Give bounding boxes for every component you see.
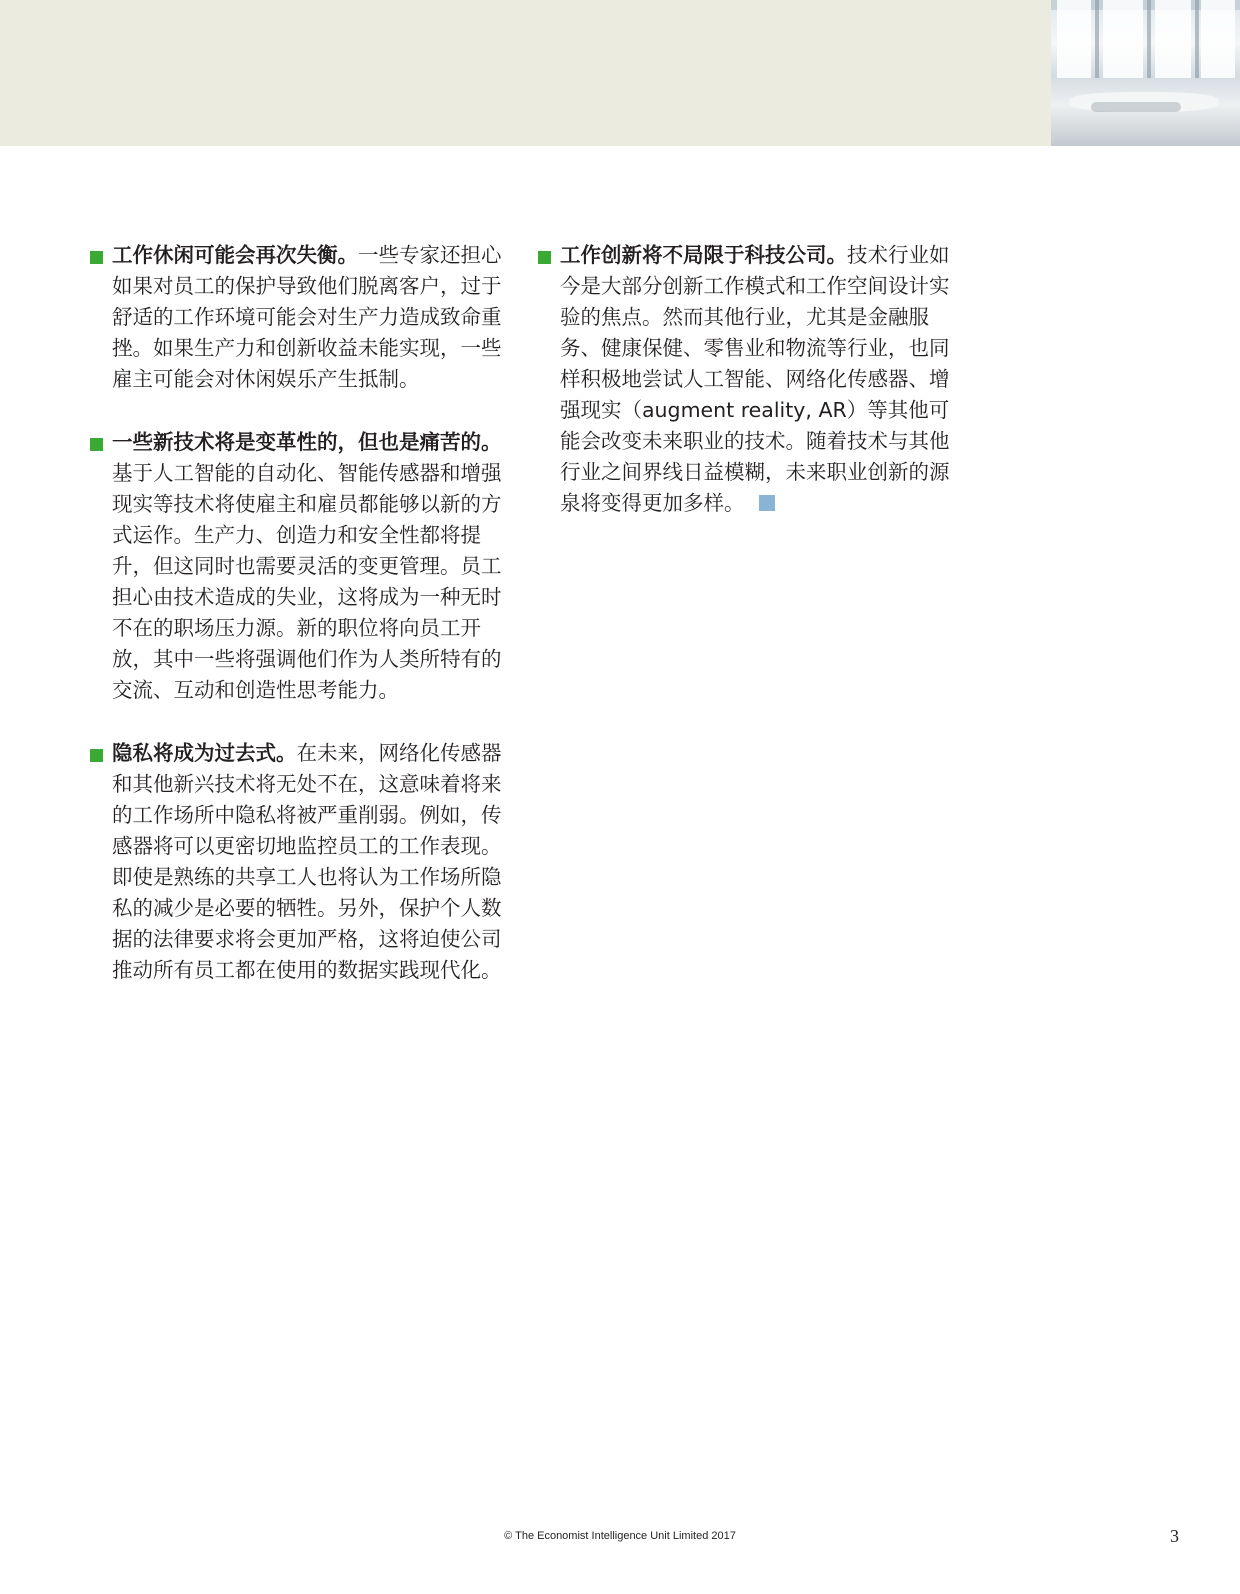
paragraph [112,240,510,395]
paragraph-text: 基于人工智能的自动化、智能传感器和增强现实等技术将使雇主和雇员都能够以新的方式运作。生产力、创造力和安全性都将提升，但这同时也需要灵活的变更管理。员工担心由技术造成的失业，这将成为一种无时不在的职场压力源。新的职位将向员工开放，其中一些将强调他们作为人类所特有的交流、互动和创造性思考能力。 [112,461,502,702]
paragraph [560,240,958,519]
bullet-square [90,749,103,762]
paragraph-text: 技术行业如今是大部分创新工作模式和工作空间设计实验的焦点。然而其他行业，尤其是金融服务、健康保健、零售业和物流等行业，也同样积极地尝试人工智能、网络化传感器、增强现实（augment reality, AR）等其他可能会改变未来职业的技术。随着技术与其他行业之间界线日益模糊，未来职业创新的源泉将变得更加多样。 [560,243,950,515]
paragraph-lead: 工作休闲可能会再次失衡。 [112,243,358,267]
header-band [0,0,1051,146]
bullet-square [90,438,103,451]
paragraph-lead: 工作创新将不局限于科技公司。 [560,243,847,267]
office-photo [1051,0,1240,146]
bullet-square [538,251,551,264]
footer-copyright: © The Economist Intelligence Unit Limited 2017 [504,1530,736,1542]
paragraph [112,427,510,706]
list-item [90,738,510,986]
end-of-article-mark [759,495,775,511]
paragraph-lead: 一些新技术将是变革性的，但也是痛苦的。 [112,430,502,454]
paragraph-text: 一些专家还担心如果对员工的保护导致他们脱离客户，过于舒适的工作环境可能会对生产力造成致命重挫。如果生产力和创新收益未能实现，一些雇主可能会对休闲娱乐产生抵制。 [112,243,502,391]
page-number: 3 [1170,1526,1179,1546]
paragraph [112,738,510,986]
list-item [90,427,510,706]
left-column [90,240,510,1018]
bullet-square [90,251,103,264]
paragraph-text: 在未来，网络化传感器和其他新兴技术将无处不在，这意味着将来的工作场所中隐私将被严重削弱。例如，传感器将可以更密切地监控员工的工作表现。即使是熟练的共享工人也将认为工作场所隐私的减少是必要的牺牲。另外，保护个人数据的法律要求将会更加严格，这将迫使公司推动所有员工都在使用的数据实践现代化。 [112,741,502,982]
right-column [538,240,958,551]
list-item [538,240,958,519]
list-item [90,240,510,395]
paragraph-lead: 隐私将成为过去式。 [112,741,297,765]
